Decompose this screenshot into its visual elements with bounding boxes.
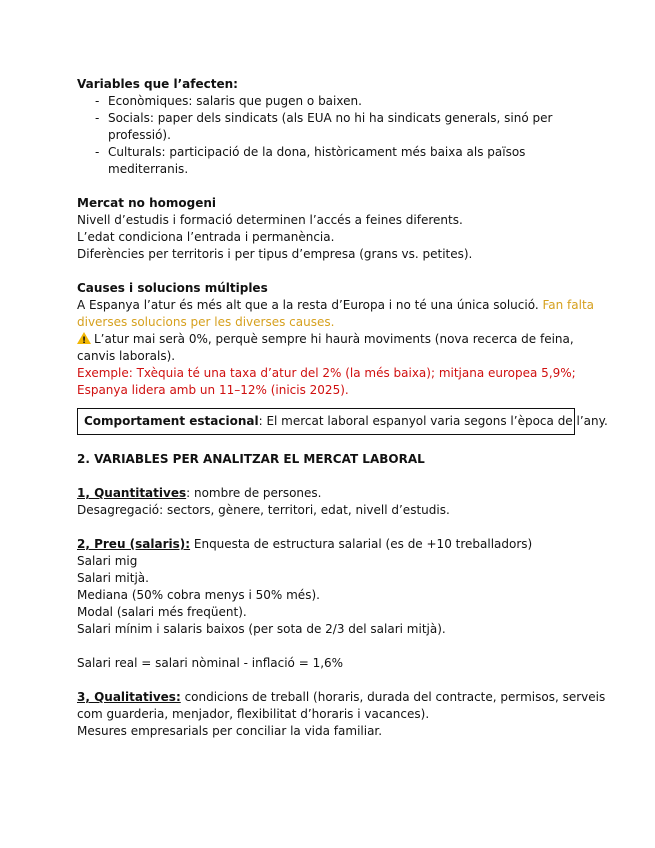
warning-line: canvis laborals). [77,349,176,363]
highlight-text: Fan falta [542,298,595,312]
mercat-heading: Mercat no homogeni [77,196,217,210]
salari-real: Salari real = salari nòminal - inflació = 1,6% [77,656,344,670]
section-heading: 2. VARIABLES PER ANALITZAR EL MERCAT LABORAL [77,452,425,466]
qual-line: com guarderia, menjador, flexibilitat d’horaris i vacances). [77,707,430,721]
list-item: - Econòmiques: salaris que pugen o baixen. [95,94,362,108]
preu-item: Mediana (50% cobra menys i 50% més). [77,588,320,602]
mercat-line: Diferències per territoris i per tipus d’empresa (grans vs. petites). [77,247,473,261]
variables-heading: Variables que l’afecten: [77,77,238,91]
causes-line: A Espanya l’atur és més alt que a la resta d’Europa i no té una única solució. Fan falta [77,298,595,312]
document-page [77,76,608,740]
list-item: - Socials: paper dels sindicats (als EUA no hi ha sindicats generals, sinó per professió). [95,111,553,142]
preu-item: Modal (salari més freqüent). [77,605,247,619]
causes-heading: Causes i solucions múltiples [77,281,268,295]
warning-icon [77,332,91,344]
preu-item: Salari mínim i salaris baixos (per sota de 2/3 del salari mitjà). [77,622,446,636]
qual-line: 3, Qualitatives: condicions de treball (horaris, durada del contracte, permisos, serveis [77,690,606,704]
seasonal-box: Comportament estacional: El mercat laboral espanyol varia segons l’època de l’any. [77,408,575,435]
warning-line: !L’atur mai serà 0%, perquè sempre hi haurà moviments (nova recerca de feina, [77,331,577,348]
qual-detail: Mesures empresarials per conciliar la vida familiar. [77,724,383,738]
example-line: Exemple: Txèquia té una taxa d’atur del 2% (la més baixa); mitjana europea 5,9%; [77,366,576,380]
mercat-line: Nivell d’estudis i formació determinen l’accés a feines diferents. [77,213,463,227]
mercat-line: L’edat condiciona l’entrada i permanència. [77,230,335,244]
preu-line: 2, Preu (salaris): Enquesta de estructura salarial (es de +10 treballadors) [77,537,533,551]
variables-list [77,93,577,178]
preu-item: Salari mig [77,554,138,568]
preu-item: Salari mitjà. [77,571,149,585]
quant-line: 1, Quantitatives: nombre de persones. [77,486,322,500]
quant-detail: Desagregació: sectors, gènere, territori, edat, nivell d’estudis. [77,503,450,517]
example-line: Espanya lidera amb un 11–12% (inicis 2025). [77,383,349,397]
list-item: - Culturals: participació de la dona, històricament més baixa als països mediterranis. [95,145,526,176]
highlight-text: diverses solucions per les diverses causes. [77,315,335,329]
